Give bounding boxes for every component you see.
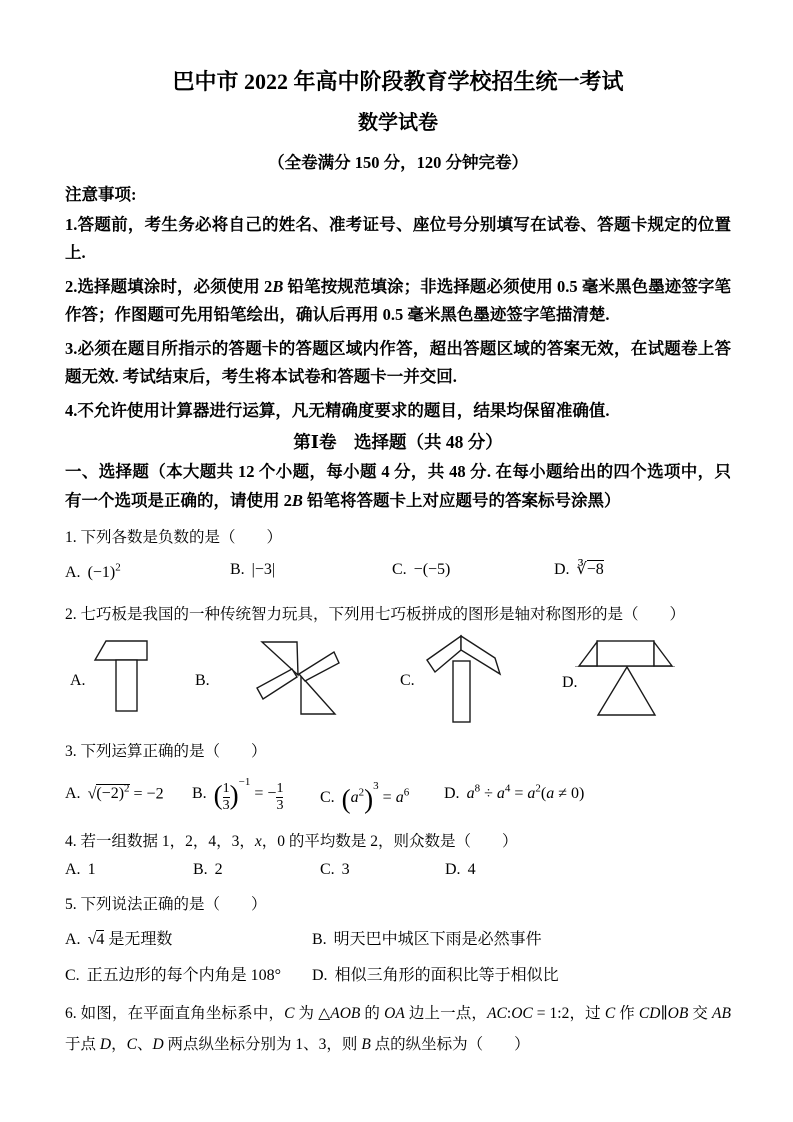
notice-item-1: 1.答题前，考生务必将自己的姓名、准考证号、座位号分别填写在试卷、答题卡规定的位置上. bbox=[65, 214, 731, 263]
option-body: ∛−8 bbox=[576, 561, 604, 579]
question-3-option-a bbox=[65, 777, 192, 806]
page-subtitle: 数学试卷 bbox=[358, 111, 438, 134]
question-5-option-d bbox=[312, 964, 731, 988]
tangram-pinwheel-shape bbox=[250, 632, 345, 717]
question-2-stem: 2. 七巧板是我国的一种传统智力玩具，下列用七巧板拼成的图形是轴对称图形的是（ ） bbox=[65, 605, 686, 623]
question-4-option-c bbox=[320, 858, 445, 882]
question-2 bbox=[65, 604, 731, 728]
question-3-options bbox=[65, 768, 731, 816]
option-label: B. bbox=[230, 561, 245, 579]
tangram-arrow-up-shape bbox=[425, 628, 505, 724]
score-note: （全卷满分 150 分，120 分钟完卷） bbox=[268, 152, 528, 172]
option-body: $√(-2)^2 = -2$ bbox=[87, 783, 164, 803]
question-6-stem: 6. 如图，在平面直角坐标系中，C 为 △AOB 的 OA 边上一点，AC:OC = 1:2，过 C 作 CD∥OB 交 AB 于点 D，C、D 两点纵坐标分别为 1、3，则 B 点的纵坐标为（ ） bbox=[65, 1004, 731, 1053]
option-label: B. bbox=[193, 860, 208, 878]
option-body: 1 bbox=[87, 860, 96, 878]
question-5-stem: 5. 下列说法正确的是（ ） bbox=[65, 895, 267, 913]
option-label: D. bbox=[445, 860, 461, 878]
question-4-option-a bbox=[65, 858, 193, 882]
question-3-stem: 3. 下列运算正确的是（ ） bbox=[65, 742, 267, 760]
question-5-option-c bbox=[65, 964, 312, 988]
tangram-hammer-shape bbox=[93, 638, 151, 713]
question-1-option-d bbox=[554, 558, 731, 582]
question-5 bbox=[65, 894, 731, 988]
option-body: $a^8 \div a^4 = a^2(a \ne 0)$ bbox=[466, 783, 585, 803]
question-1-option-a bbox=[65, 555, 230, 584]
option-label: B. bbox=[192, 784, 207, 802]
part1-title: 第Ⅰ卷 选择题（共 48 分） bbox=[293, 432, 503, 453]
section1-intro: 一、选择题（本大题共 12 个小题，每小题 4 分，共 48 分. 在每小题给出的四个选项中，只有一个选项是正确的，请使用 2B 铅笔将答题卡上对应题号的答案标号涂黑） bbox=[65, 462, 731, 510]
tangram-table-triangle-shape bbox=[575, 634, 675, 722]
question-5-options-row-1 bbox=[65, 928, 731, 952]
option-label: D. bbox=[554, 561, 570, 579]
notices-heading: 注意事项: bbox=[65, 184, 137, 204]
option-body: ( $\frac{1}{3}$ )$^{-1}$ = − $\frac{1}{3}$ bbox=[213, 775, 284, 813]
option-body: 正五边形的每个内角是 108° bbox=[86, 966, 282, 984]
question-4-stem: 4. 若一组数据 1，2，4，3，x，0 的平均数是 2，则众数是（ ） bbox=[65, 832, 518, 850]
figure-label-a: A. bbox=[70, 671, 86, 689]
option-label: A. bbox=[65, 563, 81, 581]
question-3-option-c bbox=[320, 774, 444, 814]
option-body: −(−5) bbox=[413, 561, 451, 579]
option-body: 相似三角形的面积比等于相似比 bbox=[334, 966, 559, 984]
option-label: D. bbox=[312, 966, 328, 984]
question-2-figures bbox=[65, 628, 731, 728]
question-5-option-a bbox=[65, 928, 312, 952]
figure-label-c: C. bbox=[400, 671, 415, 689]
figure-label-d: D. bbox=[562, 673, 578, 691]
option-body: $(-1)^2$ bbox=[87, 561, 121, 581]
question-1-options bbox=[65, 555, 731, 584]
notice-item-4: 4.不允许使用计算器进行运算，凡无精确度要求的题目，结果均保留准确值. bbox=[65, 400, 610, 420]
option-body: 2 bbox=[214, 860, 223, 878]
question-1-stem: 1. 下列各数是负数的是（ ） bbox=[65, 529, 283, 547]
question-4-options bbox=[65, 858, 731, 882]
option-label: C. bbox=[392, 561, 407, 579]
question-1-option-c bbox=[392, 558, 554, 582]
option-body: 明天巴中城区下雨是必然事件 bbox=[333, 930, 542, 948]
option-label: A. bbox=[65, 930, 81, 948]
question-5-option-b bbox=[312, 928, 731, 952]
question-3-option-b bbox=[192, 770, 320, 814]
figure-label-b: B. bbox=[195, 671, 210, 689]
option-body: $(a^2)^3 = a^6$ bbox=[341, 779, 410, 814]
notice-item-3: 3.必须在题目所指示的答题卡的答题区域内作答，超出答题区域的答案无效，在试题卷上答题无效. 考试结束后，考生将本试卷和答题卡一并交回. bbox=[65, 338, 731, 387]
option-body: 4 bbox=[467, 860, 476, 878]
option-label: C. bbox=[320, 788, 335, 806]
question-3 bbox=[65, 741, 731, 816]
question-3-option-d bbox=[444, 777, 731, 806]
option-body: 3 bbox=[341, 860, 350, 878]
question-1-option-b bbox=[230, 558, 392, 582]
option-body: √4 是无理数 bbox=[87, 930, 173, 948]
question-4-option-d bbox=[445, 858, 731, 882]
option-label: A. bbox=[65, 860, 81, 878]
option-label: C. bbox=[65, 966, 80, 984]
option-label: B. bbox=[312, 930, 327, 948]
question-4-option-b bbox=[193, 858, 320, 882]
question-5-options-row-2 bbox=[65, 964, 731, 988]
option-body: |−3| bbox=[251, 561, 276, 579]
question-4 bbox=[65, 831, 731, 882]
page-title: 巴中市 2022 年高中阶段教育学校招生统一考试 bbox=[172, 69, 624, 94]
option-label: A. bbox=[65, 785, 81, 803]
question-6 bbox=[65, 998, 731, 1060]
notice-item-2: 2.选择题填涂时，必须使用 2B 铅笔按规范填涂；非选择题必须使用 0.5 毫米黑色墨迹签字笔作答；作图题可先用铅笔绘出，确认后再用 0.5 毫米黑色墨迹签字笔描清楚. bbox=[65, 276, 732, 325]
option-label: C. bbox=[320, 860, 335, 878]
option-label: D. bbox=[444, 785, 460, 803]
question-1 bbox=[65, 527, 731, 584]
